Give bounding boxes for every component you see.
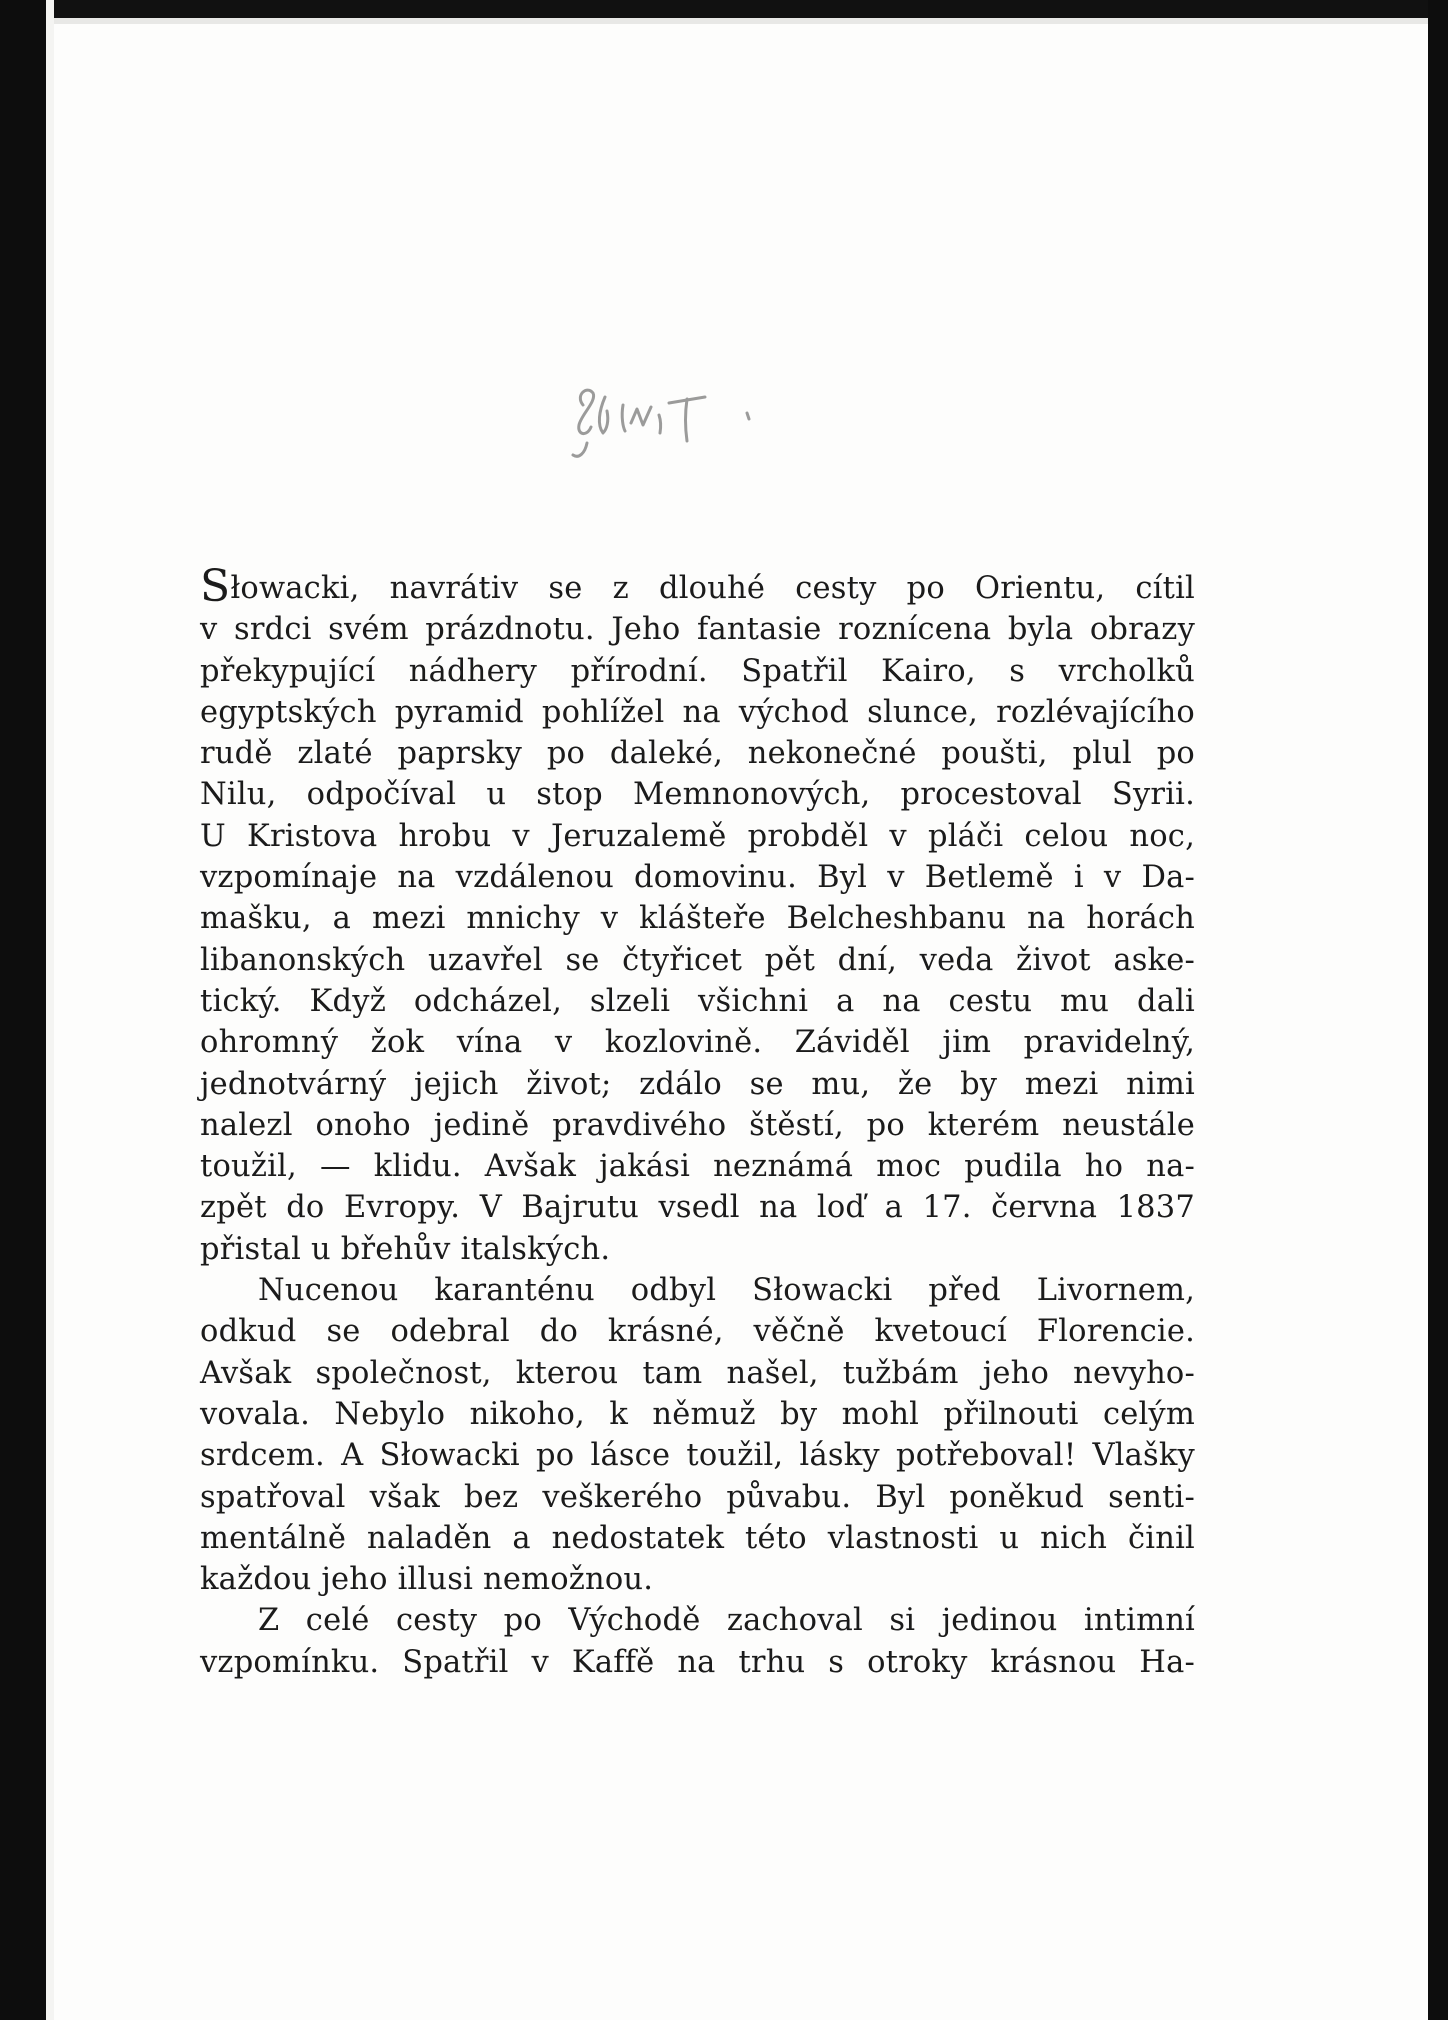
- text-line: tický. Když odcházel, slzeli všichni a na cestu mu dali: [200, 983, 1195, 1019]
- scan-top-shadow: [46, 18, 1428, 24]
- text-line: egyptských pyramid pohlížel na východ slunce, rozlévajícího: [200, 694, 1195, 730]
- text-line: přistal u břehův italských.: [200, 1231, 611, 1267]
- text-line: vovala. Nebylo nikoho, k němuž by mohl přilnouti celým: [200, 1396, 1195, 1432]
- text-line: libanonských uzavřel se čtyřicet pět dní, veda život aske-: [200, 942, 1195, 978]
- paragraph-2: [200, 1270, 1195, 1600]
- scan-left-border: [0, 0, 46, 2020]
- text-line: toužil, — klidu. Avšak jakási neznámá moc pudila ho na-: [200, 1149, 1195, 1185]
- scan-right-border: [1428, 0, 1448, 2020]
- text-line: zpět do Evropy. V Bajrutu vsedl na loď a 17. června 1837: [200, 1190, 1195, 1226]
- text-line: srdcem. A Słowacki po lásce toužil, lásky potřeboval! Vlašky: [200, 1438, 1195, 1474]
- text-line: [200, 561, 1195, 612]
- text-line: Nucenou karanténu odbyl Słowacki před Livornem,: [258, 1273, 1195, 1309]
- scan-top-border: [0, 0, 1448, 18]
- text-line: rudě zlaté paprsky po daleké, nekonečné poušti, plul po: [200, 736, 1195, 772]
- text-line: U Kristova hrobu v Jeruzalemě probděl v pláči celou noc,: [200, 818, 1195, 854]
- text-line: nalezl onoho jedině pravdivého štěstí, po kterém neustále: [200, 1107, 1195, 1143]
- paragraph-3: [200, 1600, 1195, 1683]
- text-line: každou jeho illusi nemožnou.: [200, 1562, 654, 1598]
- text-line: spatřoval však bez veškerého půvabu. Byl poněkud senti-: [200, 1479, 1195, 1515]
- first-line-rest: łowacki, navrátiv se z dlouhé cesty po Orientu, cítil: [230, 571, 1195, 606]
- text-line: vzpomínku. Spatřil v Kaffě na trhu s otroky krásnou Ha-: [200, 1644, 1195, 1680]
- text-line: mentálně naladěn a nedostatek této vlastnosti u nich činil: [200, 1520, 1195, 1556]
- text-line: odkud se odebral do krásné, věčně kvetoucí Florencie.: [200, 1314, 1195, 1350]
- body-text: [200, 561, 1195, 1683]
- text-line: Z celé cesty po Východě zachoval si jedinou intimní: [258, 1603, 1195, 1639]
- text-line: Nilu, odpočíval u stop Memnonových, procestoval Syrii.: [200, 777, 1195, 813]
- text-line: ohromný žok vína v kozlovině. Záviděl jim pravidelný,: [200, 1025, 1195, 1061]
- text-line: překypující nádhery přírodní. Spatřil Kairo, s vrcholků: [200, 653, 1195, 689]
- text-line: mašku, a mezi mnichy v klášteře Belcheshbanu na horách: [200, 901, 1195, 937]
- paragraph-1: [200, 561, 1195, 1270]
- text-line: v srdci svém prázdnotu. Jeho fantasie roznícena byla obrazy: [200, 612, 1195, 648]
- text-line: vzpomínaje na vzdálenou domovinu. Byl v Betlemě i v Da-: [200, 860, 1195, 896]
- handwritten-pencil-note: [565, 375, 775, 475]
- scan-left-shadow: [46, 0, 54, 2020]
- text-line: jednotvárný jejich život; zdálo se mu, že by mezi nimi: [200, 1066, 1195, 1102]
- text-line: Avšak společnost, kterou tam našel, tužbám jeho nevyho-: [200, 1355, 1195, 1391]
- initial-letter: S: [200, 561, 231, 612]
